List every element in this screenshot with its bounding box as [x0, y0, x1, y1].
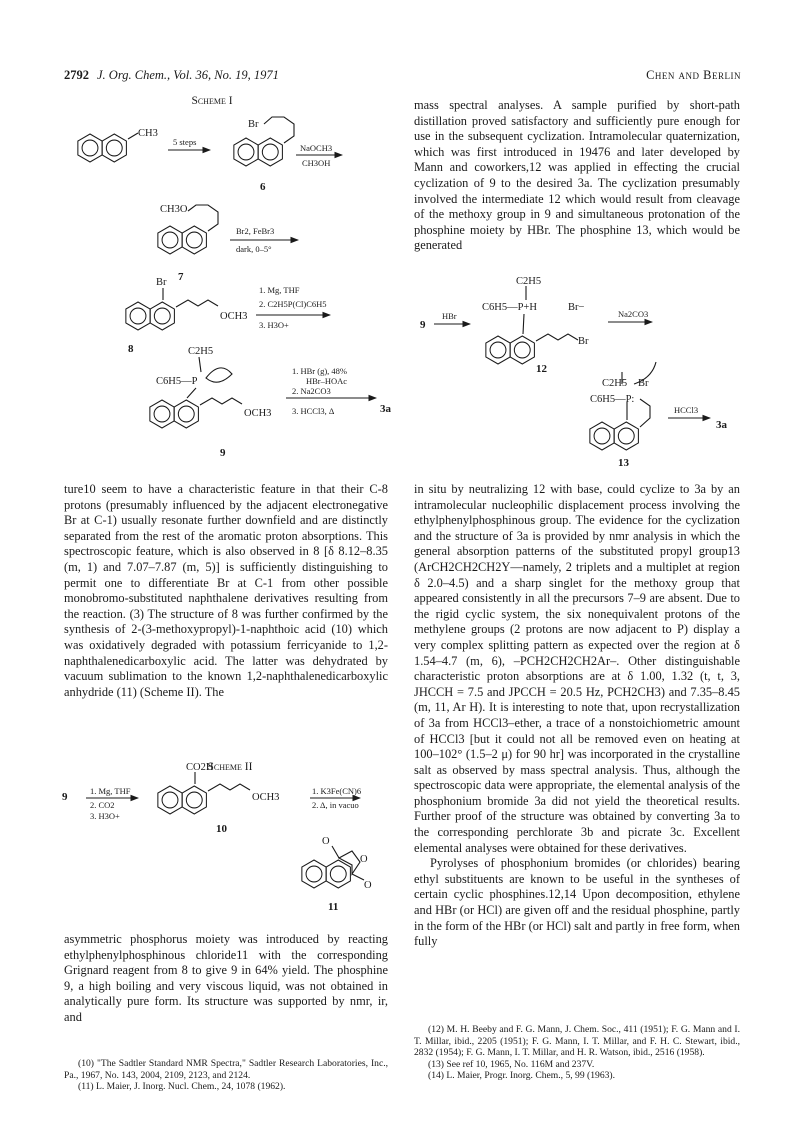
c8-br-label: Br — [156, 277, 167, 288]
r7-top: Br2, FeBr3 — [236, 226, 275, 236]
c13-br-label: Br — [638, 378, 649, 389]
c12-number: 12 — [536, 363, 547, 375]
s2-start: 9 — [62, 791, 68, 803]
cs-start: 9 — [420, 319, 426, 331]
s2-r2-line1: 1. K3Fe(CN)6 — [312, 786, 362, 796]
right-paragraph-top — [414, 98, 740, 254]
r9-line1b: HBr–HOAc — [306, 376, 348, 386]
c7-methoxy-label: CH3O — [160, 204, 188, 215]
right-footnotes — [414, 1024, 740, 1082]
footnote-11: (11) L. Maier, J. Inorg. Nucl. Chem., 24, 1078 (1962). — [78, 1081, 286, 1093]
footnote-14: (14) L. Maier, Progr. Inorg. Chem., 5, 99 (1963). — [428, 1070, 616, 1082]
r7-bottom: dark, 0–5° — [236, 244, 272, 254]
right-text-p-bot: Pyrolyses of phosphonium bromides (or chlorides) bearing ethyl substituents are known to be useful in the syntheses of certain cyclic phosphines.12,14 Upon decomposition, ethylene and HBr (or HCl) are given off and the residual phosphine, partly in the form of the HBr (or HCl) salt and partly in free form, when fully — [414, 856, 740, 949]
c13-phenyl-label: C6H5—P: — [590, 394, 635, 405]
c9-number: 9 — [220, 447, 226, 459]
journal-citation: J. Org. Chem., Vol. 36, No. 19, 1971 — [97, 68, 279, 82]
compound-11 — [302, 846, 364, 888]
c12-ethyl-label: C2H5 — [516, 276, 542, 287]
starting-naphthalene — [78, 133, 138, 162]
c12-phenyl-label: C6H5—P+H — [482, 302, 537, 313]
footnote-12: (12) M. H. Beeby and F. G. Mann, J. Chem. Soc., 411 (1951); F. G. Mann and I. T. Millar, ibid., 2205 (1951); F. G. Mann, I. T. Millar, and F. H. C. Stewart, ibid., 2832 (1954); F. G. Mann, I. T. Millar, and H. R. Watson, ibid., 2516 (1958). — [414, 1024, 740, 1059]
r6-bottom: CH3OH — [302, 158, 331, 168]
c13-ethyl-label: C2H5 — [602, 378, 628, 389]
s2-r1-line1: 1. Mg, THF — [90, 786, 131, 796]
c11-oxygen-3: O — [364, 880, 372, 891]
s2-r1-line2: 2. CO2 — [90, 800, 115, 810]
compound-8 — [126, 288, 218, 330]
scheme-1-figure — [60, 92, 405, 470]
running-authors: Chen and Berlin — [646, 68, 741, 82]
left-paragraph-2 — [64, 932, 388, 1026]
c11-oxygen-2: O — [360, 854, 368, 865]
c12-br-label: Br — [578, 336, 589, 347]
c13-number: 13 — [618, 457, 629, 469]
r9-line3: 3. HCCl3, Δ — [292, 406, 335, 416]
compound-13 — [590, 362, 656, 450]
cs-r2: Na2CO3 — [618, 309, 649, 319]
compound-6 — [234, 117, 294, 166]
left-footnotes — [64, 1058, 388, 1093]
footnote-10: (10) "The Sadtler Standard NMR Spectra," Sadtler Research Laboratories, Inc., Pa., 1967, No. 143, 2004, 2109, 2123, and 2124. — [64, 1058, 388, 1081]
s2-r1-line3: 3. H3O+ — [90, 811, 120, 821]
compound-12 — [486, 286, 578, 364]
c6-br-label: Br — [248, 119, 259, 130]
left-text-p2: asymmetric phosphorus moiety was introduced by reacting ethylphenylphosphinous chloride11 with the corresponding Grignard reagent from 8 to give 9 in 64% yield. The phosphine 9, a high boiling and very viscous liquid, was not obtained in analytically pure form. Its structure was supported by nmr, ir, and — [64, 932, 388, 1024]
cyclization-scheme — [412, 272, 742, 472]
s1-methyl-label: CH3 — [138, 128, 158, 139]
c11-oxygen-1: O — [322, 836, 330, 847]
s2-r2-line2: 2. Δ, in vacuo — [312, 800, 359, 810]
c9-ethyl-label: C2H5 — [188, 346, 214, 357]
compound-10 — [158, 772, 250, 814]
r8-line3: 3. H3O+ — [259, 320, 289, 330]
scheme-2-figure — [60, 760, 405, 920]
page-number: 2792 — [64, 68, 89, 82]
footnote-13: (13) See ref 10, 1965, No. 116M and 237V. — [428, 1058, 595, 1070]
scheme-1-title: Scheme I — [191, 95, 233, 107]
r9-line2: 2. Na2CO3 — [292, 386, 331, 396]
r8-line2: 2. C2H5P(Cl)C6H5 — [259, 299, 327, 309]
c10-co2h-label: CO2H — [186, 762, 214, 773]
r6-top: NaOCH3 — [300, 143, 333, 153]
compound-9 — [150, 357, 242, 428]
cs-product: 3a — [716, 419, 727, 431]
right-paragraph-middle — [414, 482, 740, 950]
arrow-1-label: 5 steps — [173, 137, 197, 147]
c9-methoxy-label: OCH3 — [244, 408, 272, 419]
r9-line1: 1. HBr (g), 48% — [292, 366, 348, 376]
cs-r3: HCCl3 — [674, 405, 699, 415]
c6-number: 6 — [260, 181, 266, 193]
r8-line1: 1. Mg, THF — [259, 285, 300, 295]
c12-anion-label: Br− — [568, 302, 585, 313]
right-text-p-top: mass spectral analyses. A sample purified by short-path distillation proved satisfactory and sufficiently pure enough for use in the subsequent cyclization. Intramolecular quaternization, which was first introduced in 19476 and later developed by Mann and coworkers,12 was applied in effecting the crucial cyclization of 9 to the desired 3a. The cyclization presumably involved the intermediate 12 which would result from cleavage of the methoxy group in 9 and simultaneous protonation of the phosphine moiety by HBr. The phosphine 13, which would be generated — [414, 98, 740, 253]
c7-number: 7 — [178, 271, 184, 283]
running-header — [0, 68, 805, 88]
c8-methoxy-label: OCH3 — [220, 311, 248, 322]
r9-product: 3a — [380, 403, 391, 415]
cs-r1: HBr — [442, 311, 457, 321]
left-paragraph-1 — [64, 482, 388, 700]
c10-methoxy-label: OCH3 — [252, 792, 280, 803]
c10-number: 10 — [216, 823, 227, 835]
c11-number: 11 — [328, 901, 339, 913]
left-text-p1: ture10 seem to have a characteristic feature in that their C-8 protons (presumably influenced by the adjacent electronegative Br at C-1) usually resonate further downfield and are distinctly separated from the rest of the aromatic proton absorptions. This spectroscopic feature, which is also observed in 8 [δ 8.12–8.35 (m, 1) and 7.07–7.87 (m, 5)] is sufficiently distinguishing to permit one to differentiate Br at C-1 from other possible monobromo-substituted naphthalene derivatives resulting from the reaction. (3) The structure of 8 was further confirmed by the synthesis of 2-(3-methoxypropyl)-1-naphthoic acid (10) which was oxidatively degraded with potassium ferricyanide to 1,2-naphthalenedicarboxylic acid. The latter was dehydrated by vacuum sublimation to the known 1,2-naphthalenedicarboxylic anhydride (11) (Scheme II). The — [64, 482, 388, 699]
c8-number: 8 — [128, 343, 134, 355]
right-text-p-mid: in situ by neutralizing 12 with base, could cyclize to 3a by an intramolecular nucleophilic displacement process involving the ethylphenylphosphinous group. The evidence for the cyclization and the structure of 3a is provided by nmr analysis in which the general absorption patterns of the substituted propyl group13 (ArCH2CH2CH2Y—namely, 2 triplets and a multiplet at region δ 2.0–4.5) and a sharp singlet for the methoxy group that appeared consistently in all the precursors 7–9 are absent. Due to the rigid cyclic system, the six nonequivalent protons of the methylene groups (2 protons are now adjacent to P) display a very complex splitting pattern as expected over the region at δ 1.54–4.7 (m, 6), –PCH2CH2CH2Ar–. Other distinguishable characteristic proton absorptions are at δ 1.00, 1.32 (t, t, 3, JHCCH = 7.5 and JPCCH = 20.5 Hz, PCH2CH3) and 7.35–8.45 (m, 11, Ar H). It is interesting to note that, upon recrystallization of 3a from HCCl3–ether, a trace of a nonstoichiometric amount of HCCl3 [but it could not all be removed even on heating at 100–102° (1.5–2 μ) for 90 hr] was incorporated in the crystalline salt as observed by mass spectral analysis. Thus, although the spectroscopic data were appropriate, the elemental analysis of the phosphonium bromide 3a did not yield the theoretical results. Further proof of the structure was obtained by converting 3a to the corresponding perchlorate 3b and picrate 3c. Excellent elemental analyses were obtained for these derivatives. — [414, 482, 740, 855]
c9-phenyl-label: C6H5—P — [156, 376, 198, 387]
scheme-2-title: Scheme II — [207, 761, 253, 773]
